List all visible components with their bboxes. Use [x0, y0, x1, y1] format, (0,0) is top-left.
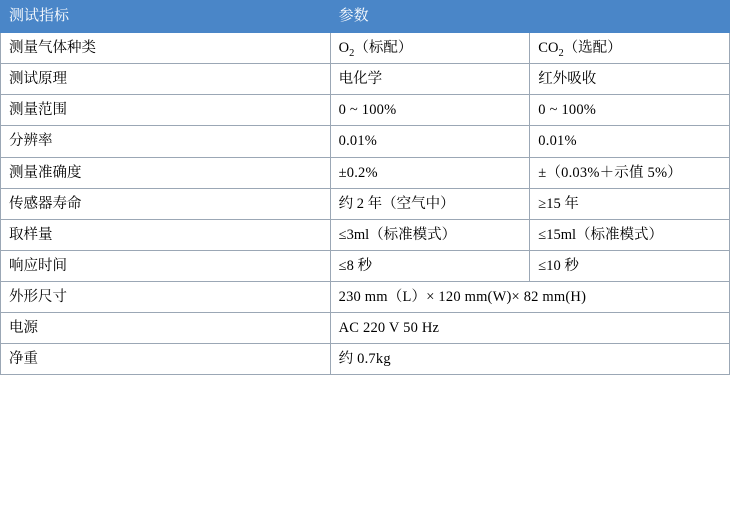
row-label: 电源	[1, 313, 331, 344]
row-label: 测量气体种类	[1, 33, 331, 64]
gas-co2-subscript: 2	[558, 47, 564, 59]
table-row	[1, 250, 730, 281]
gas-o2-subscript: 2	[349, 47, 355, 59]
row-label: 响应时间	[1, 250, 331, 281]
row-label: 取样量	[1, 219, 331, 250]
gas-o2-text: O	[338, 40, 350, 56]
table-row	[1, 313, 730, 344]
table-header-row	[1, 1, 730, 33]
row-value-secondary: ≥15 年	[530, 188, 730, 219]
table-row	[1, 126, 730, 157]
table-row	[1, 157, 730, 188]
row-value-span: 230 mm（L）× 120 mm(W)× 82 mm(H)	[330, 282, 729, 313]
gas-co2-text: CO	[538, 40, 559, 56]
row-value-primary: ≤8 秒	[330, 250, 530, 281]
row-value-span: 约 0.7kg	[330, 344, 729, 375]
row-value-primary: 电化学	[330, 64, 530, 95]
gas-o2-suffix: （标配）	[354, 40, 413, 56]
header-cell-label: 测试指标	[1, 1, 331, 33]
row-value-primary: ≤3ml（标准模式）	[330, 219, 530, 250]
row-value-primary: 0.01%	[330, 126, 530, 157]
table-row	[1, 64, 730, 95]
row-value-span: AC 220 V 50 Hz	[330, 313, 729, 344]
row-value-secondary: 红外吸收	[530, 64, 730, 95]
row-label: 测量准确度	[1, 157, 331, 188]
row-label: 净重	[1, 344, 331, 375]
row-value-secondary: 0 ~ 100%	[530, 95, 730, 126]
row-value-primary: 0 ~ 100%	[330, 95, 530, 126]
table-row	[1, 219, 730, 250]
gas-co2-suffix: （选配）	[563, 40, 622, 56]
row-value-secondary: 0.01%	[530, 126, 730, 157]
table-row	[1, 282, 730, 313]
table-row	[1, 188, 730, 219]
row-value-secondary: ±（0.03%＋示值 5%）	[530, 157, 730, 188]
row-label: 测量范围	[1, 95, 331, 126]
row-label: 传感器寿命	[1, 188, 331, 219]
row-label: 分辨率	[1, 126, 331, 157]
row-label: 测试原理	[1, 64, 331, 95]
row-value-secondary	[530, 33, 730, 64]
row-value-primary: 约 2 年（空气中）	[330, 188, 530, 219]
row-value-primary	[330, 33, 530, 64]
header-cell-value: 参数	[330, 1, 729, 33]
table-row	[1, 95, 730, 126]
row-value-secondary: ≤10 秒	[530, 250, 730, 281]
table-row	[1, 344, 730, 375]
table-row	[1, 33, 730, 64]
row-value-primary: ±0.2%	[330, 157, 530, 188]
row-value-secondary: ≤15ml（标准模式）	[530, 219, 730, 250]
row-label: 外形尺寸	[1, 282, 331, 313]
